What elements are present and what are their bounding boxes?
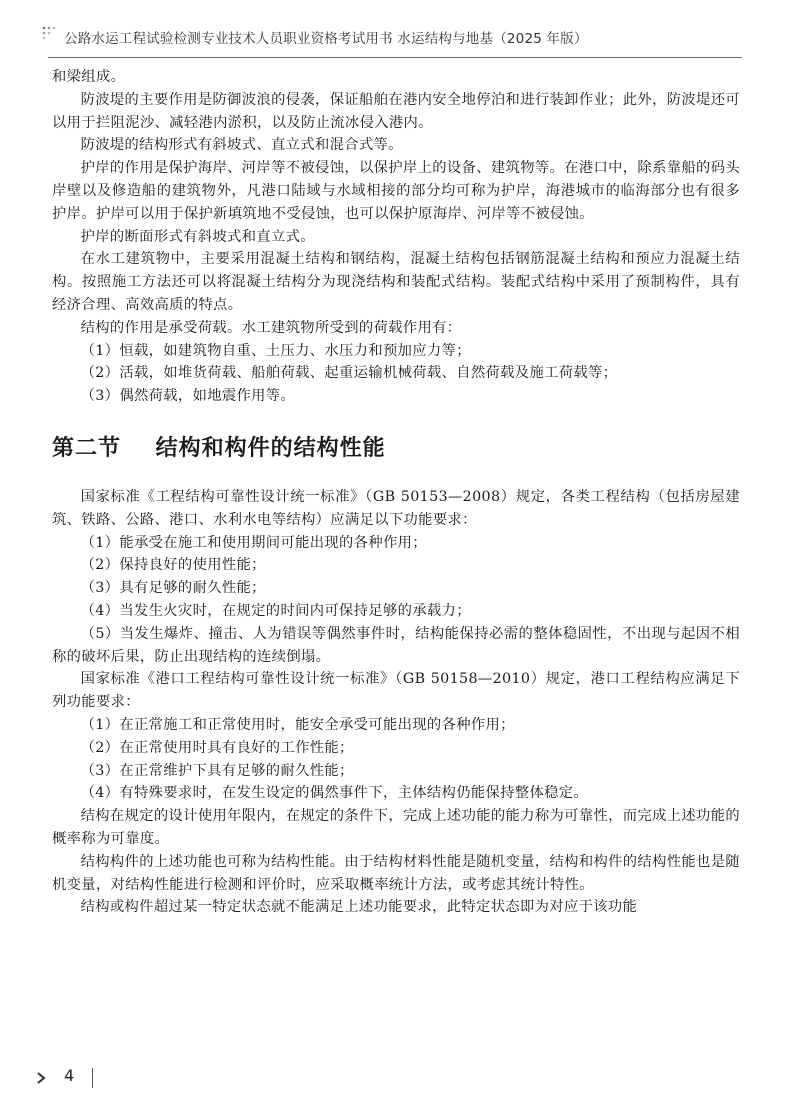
paragraph: 和梁组成。 <box>52 69 126 85</box>
list-item: （1）恒载，如建筑物自重、土压力、水压力和预加应力等； <box>80 342 471 359</box>
list-item: （2）活载，如堆货荷载、船舶荷载、起重运输机械荷载、自然荷载及施工荷载等； <box>80 365 618 382</box>
list-item: （3）偶然荷载，如地震作用等。 <box>80 388 296 405</box>
footer-divider <box>92 1068 93 1088</box>
paragraph: 防波堤的主要作用是防御波浪的侵袭，保证船舶在港内安全地停泊和进行装卸作业；此外，防波堤还可以用于拦阻泥沙、减轻港内淤积，以及防止流冰侵入港内。 <box>52 91 740 131</box>
list-item: （2）在正常使用时具有良好的工作性能； <box>80 739 354 756</box>
list-item: （5）当发生爆炸、撞击、人为错误等偶然事件时，结构能保持必需的整体稳固性，不出现与起因不相称的破坏后果，防止出现结构的连续倒塌。 <box>52 625 740 665</box>
header-decoration-icon <box>40 24 58 42</box>
list-item: （1）在正常施工和正常使用时，能安全承受可能出现的各种作用； <box>80 716 515 733</box>
list-item: （3）在正常维护下具有足够的耐久性能； <box>80 762 354 779</box>
running-header <box>0 0 790 62</box>
paragraph: 护岸的断面形式有斜坡式和直立式。 <box>80 228 315 245</box>
arrow-right-icon <box>36 1072 46 1084</box>
page-number: 4 <box>64 1066 75 1085</box>
header-title: 公路水运工程试验检测专业技术人员职业资格考试用书 水运结构与地基（2025 年版） <box>64 31 588 47</box>
paragraph: 国家标准《工程结构可靠性设计统一标准》（GB 50153—2008）规定，各类工程结构（包括房屋建筑、铁路、公路、港口、水利水电等结构）应满足以下功能要求： <box>52 488 740 528</box>
list-item: （1）能承受在施工和使用期间可能出现的各种作用； <box>80 534 427 551</box>
section-title: 第二节 结构和构件的结构性能 <box>52 434 386 461</box>
paragraph: 防波堤的结构形式有斜坡式、直立式和混合式等。 <box>80 137 403 154</box>
list-item: （4）当发生火灾时，在规定的时间内可保持足够的承载力； <box>80 602 471 619</box>
paragraph: 护岸的作用是保护海岸、河岸等不被侵蚀，以保护岸上的设备、建筑物等。在港口中，除系靠船的码头岸壁以及修造船的建筑物外，凡港口陆域与水域相接的部分均可称为护岸，海港城市的临海部分也有很多护岸。护岸可以用于保护新填筑地不受侵蚀，也可以保护原海岸、河岸等不被侵蚀。 <box>52 160 740 222</box>
paragraph: 结构在规定的设计使用年限内，在规定的条件下，完成上述功能的能力称为可靠性，而完成上述功能的概率称为可靠度。 <box>52 808 740 847</box>
paragraph: 结构或构件超过某一特定状态就不能满足上述功能要求，此特定状态即为对应于该功能 <box>80 899 638 916</box>
paragraph: 结构的作用是承受荷载。水工建筑物所受到的荷载作用有： <box>80 319 462 336</box>
paragraph: 结构构件的上述功能也可称为结构性能。由于结构材料性能是随机变量，结构和构件的结构性能也是随机变量，对结构性能进行检测和评价时，应采取概率统计方法，或考虑其统计特性。 <box>52 853 740 893</box>
page-footer <box>36 1066 236 1090</box>
paragraph: 国家标准《港口工程结构可靠性设计统一标准》（GB 50158—2010）规定，港口工程结构应满足下列功能要求： <box>52 671 740 711</box>
page-body <box>52 66 740 919</box>
paragraph: 在水工建筑物中，主要采用混凝土结构和钢结构，混凝土结构包括钢筋混凝土结构和预应力混凝土结构。按照施工方法还可以将混凝土结构分为现浇结构和装配式结构。装配式结构中采用了预制构件，具有经济合理、高效高质的特点。 <box>52 251 740 313</box>
list-item: （4）有特殊要求时，在发生设定的偶然事件下，主体结构仍能保持整体稳定。 <box>80 785 589 802</box>
header-rule <box>48 57 742 58</box>
list-item: （2）保持良好的使用性能； <box>80 557 266 574</box>
list-item: （3）具有足够的耐久性能； <box>80 580 266 597</box>
